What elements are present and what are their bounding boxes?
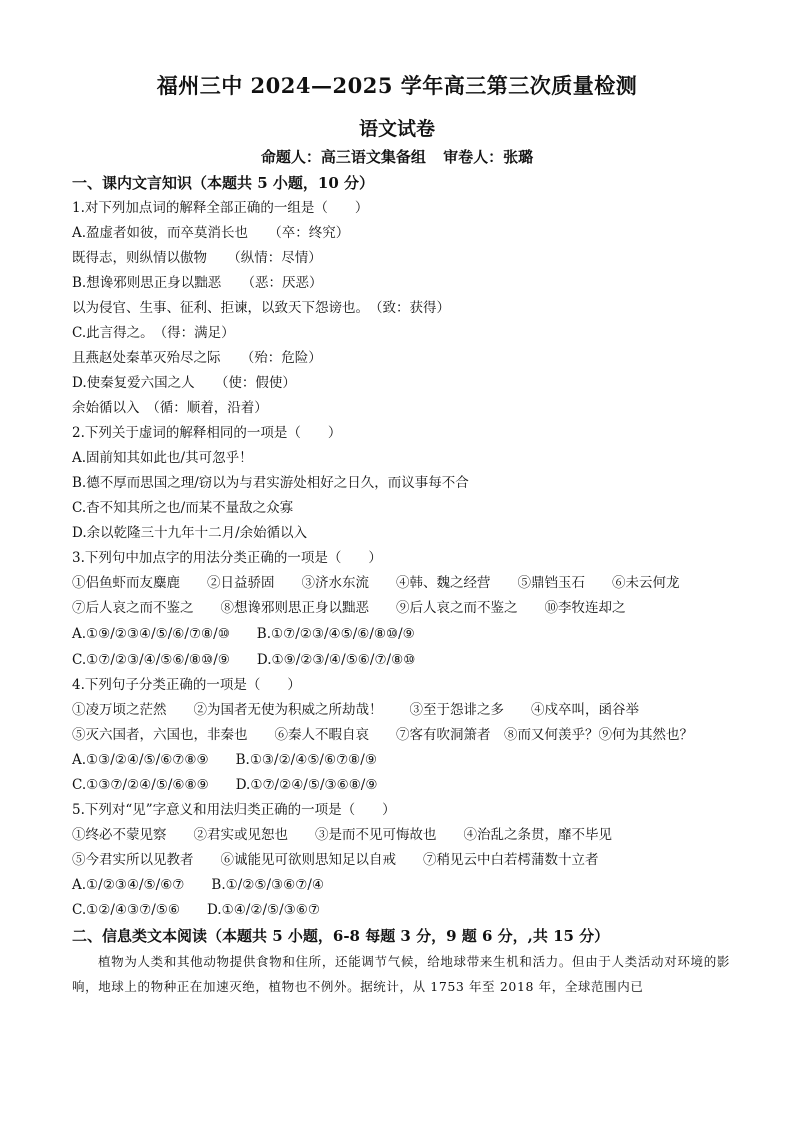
question-4-stem: 4.下列句子分类正确的一项是（ ）: [72, 677, 301, 693]
question-3-options-ab: A.①⑨/②③④/⑤/⑥/⑦⑧/⑩ B.①⑦/②③/④⑤/⑥/⑧⑩/⑨: [72, 626, 415, 642]
question-4-options-ab: A.①③/②④/⑤/⑥⑦⑧⑨ B.①③/②/④⑤/⑥⑦⑧/⑨: [72, 752, 377, 768]
question-5-options-ab: A.①/②③④/⑤/⑥⑦ B.①/②⑤/③⑥⑦/④: [72, 877, 324, 893]
question-3-options-cd: C.①⑦/②③/④/⑤⑥/⑧⑩/⑨ D.①⑨/②③/④/⑤⑥/⑦/⑧⑩: [72, 652, 416, 668]
reading-paragraph: 植物为人类和其他动物提供食物和住所，还能调节气候，给地球带来生机和活力。但由于人类活动对环境的影响，地球上的物种正在加速灭绝，植物也不例外。据统计，从 1753 年至 2018 年，全球范围内已: [72, 954, 730, 994]
question-2-option-a: A.固前知其如此也/其可忽乎！: [72, 450, 253, 466]
question-2-option-c: C.杳不知其所之也/而某不量敌之众寡: [72, 500, 294, 516]
question-2-option-b: B.德不厚而思国之理/窃以为与君实游处相好之日久，而议事每不合: [72, 475, 469, 491]
question-3-stem: 3.下列句中加点字的用法分类正确的一项是（ ）: [72, 550, 382, 566]
question-1-option-b: B.想谗邪则思正身以黜恶 （恶：厌恶）: [72, 275, 323, 291]
question-1-option-d: D.使秦复爱六国之人 （使：假使）: [72, 375, 296, 391]
exam-body: [72, 170, 732, 999]
question-1-option-d-2: 余始循以入 （循：顺着，沿着）: [72, 400, 268, 416]
question-1-stem: 1.对下列加点词的解释全部正确的一组是（ ）: [72, 200, 369, 216]
question-3-items-2: ⑦后人哀之而不鉴之 ⑧想谗邪则思正身以黜恶 ⑨后人哀之而不鉴之 ⑩李牧连却之: [72, 600, 626, 616]
question-4-items-1: ①凌万顷之茫然 ②为国者无使为积威之所劫哉！ ③至于怨诽之多 ④戍卒叫，函谷举: [72, 702, 639, 718]
question-5-stem: 5.下列对“见”字意义和用法归类正确的一项是（ ）: [72, 802, 396, 818]
question-5-items-1: ①终必不蒙见察 ②君实或见恕也 ③是而不见可悔故也 ④治乱之条贯，靡不毕见: [72, 827, 612, 843]
question-1-option-a: A.盈虚者如彼，而卒莫消长也 （卒：终究）: [72, 225, 350, 241]
question-5-options-cd: C.①②/④③⑦/⑤⑥ D.①④/②/⑤/③⑥⑦: [72, 902, 320, 918]
question-4-items-2: ⑤灭六国者，六国也，非秦也 ⑥秦人不暇自哀 ⑦客有吹洞箫者 ⑧而又何羡乎？⑨何为其然也？: [72, 727, 693, 743]
question-4-options-cd: C.①③⑦/②④/⑤/⑥⑧⑨ D.①⑦/②④/⑤/③⑥⑧/⑨: [72, 777, 378, 793]
question-2-option-d: D.余以乾隆三十九年十二月/余始循以入: [72, 525, 308, 541]
author-label: 命题人：高三语文集备组: [260, 148, 426, 166]
question-1-option-a-2: 既得志，则纵情以傲物 （纵情：尽情）: [72, 250, 322, 266]
question-2-stem: 2.下列关于虚词的解释相同的一项是（ ）: [72, 425, 342, 441]
question-1-option-b-2: 以为侵官、生事、征利、拒谏，以致天下怨谤也。 （致：获得）: [72, 300, 450, 316]
exam-title: 福州三中 2024—2025 学年高三第三次质量检测: [156, 73, 638, 98]
section-heading-1: 一、课内文言知识（本题共 5 小题，10 分）: [72, 174, 374, 192]
question-1-option-c-2: 且燕赵处秦革灭殆尽之际 （殆：危险）: [72, 350, 322, 366]
question-3-items-1: ①侣鱼虾而友麋鹿 ②日益骄固 ③济水东流 ④韩、魏之经营 ⑤鼎铛玉石 ⑥未云何龙: [72, 575, 680, 591]
exam-authors: [0, 146, 794, 167]
question-5-items-2: ⑤今君实所以见教者 ⑥诚能见可欲则思知足以自戒 ⑦稍见云中白若樗蒲数十立者: [72, 852, 599, 868]
reviewer-label: 审卷人：张璐: [443, 148, 534, 166]
question-1-option-c: C.此言得之。 （得：满足）: [72, 325, 235, 341]
section-heading-2: 二、信息类文本阅读（本题共 5 小题，6-8 每题 3 分，9 题 6 分，,共 15 分）: [72, 927, 610, 945]
exam-subtitle: 语文试卷: [358, 118, 435, 140]
